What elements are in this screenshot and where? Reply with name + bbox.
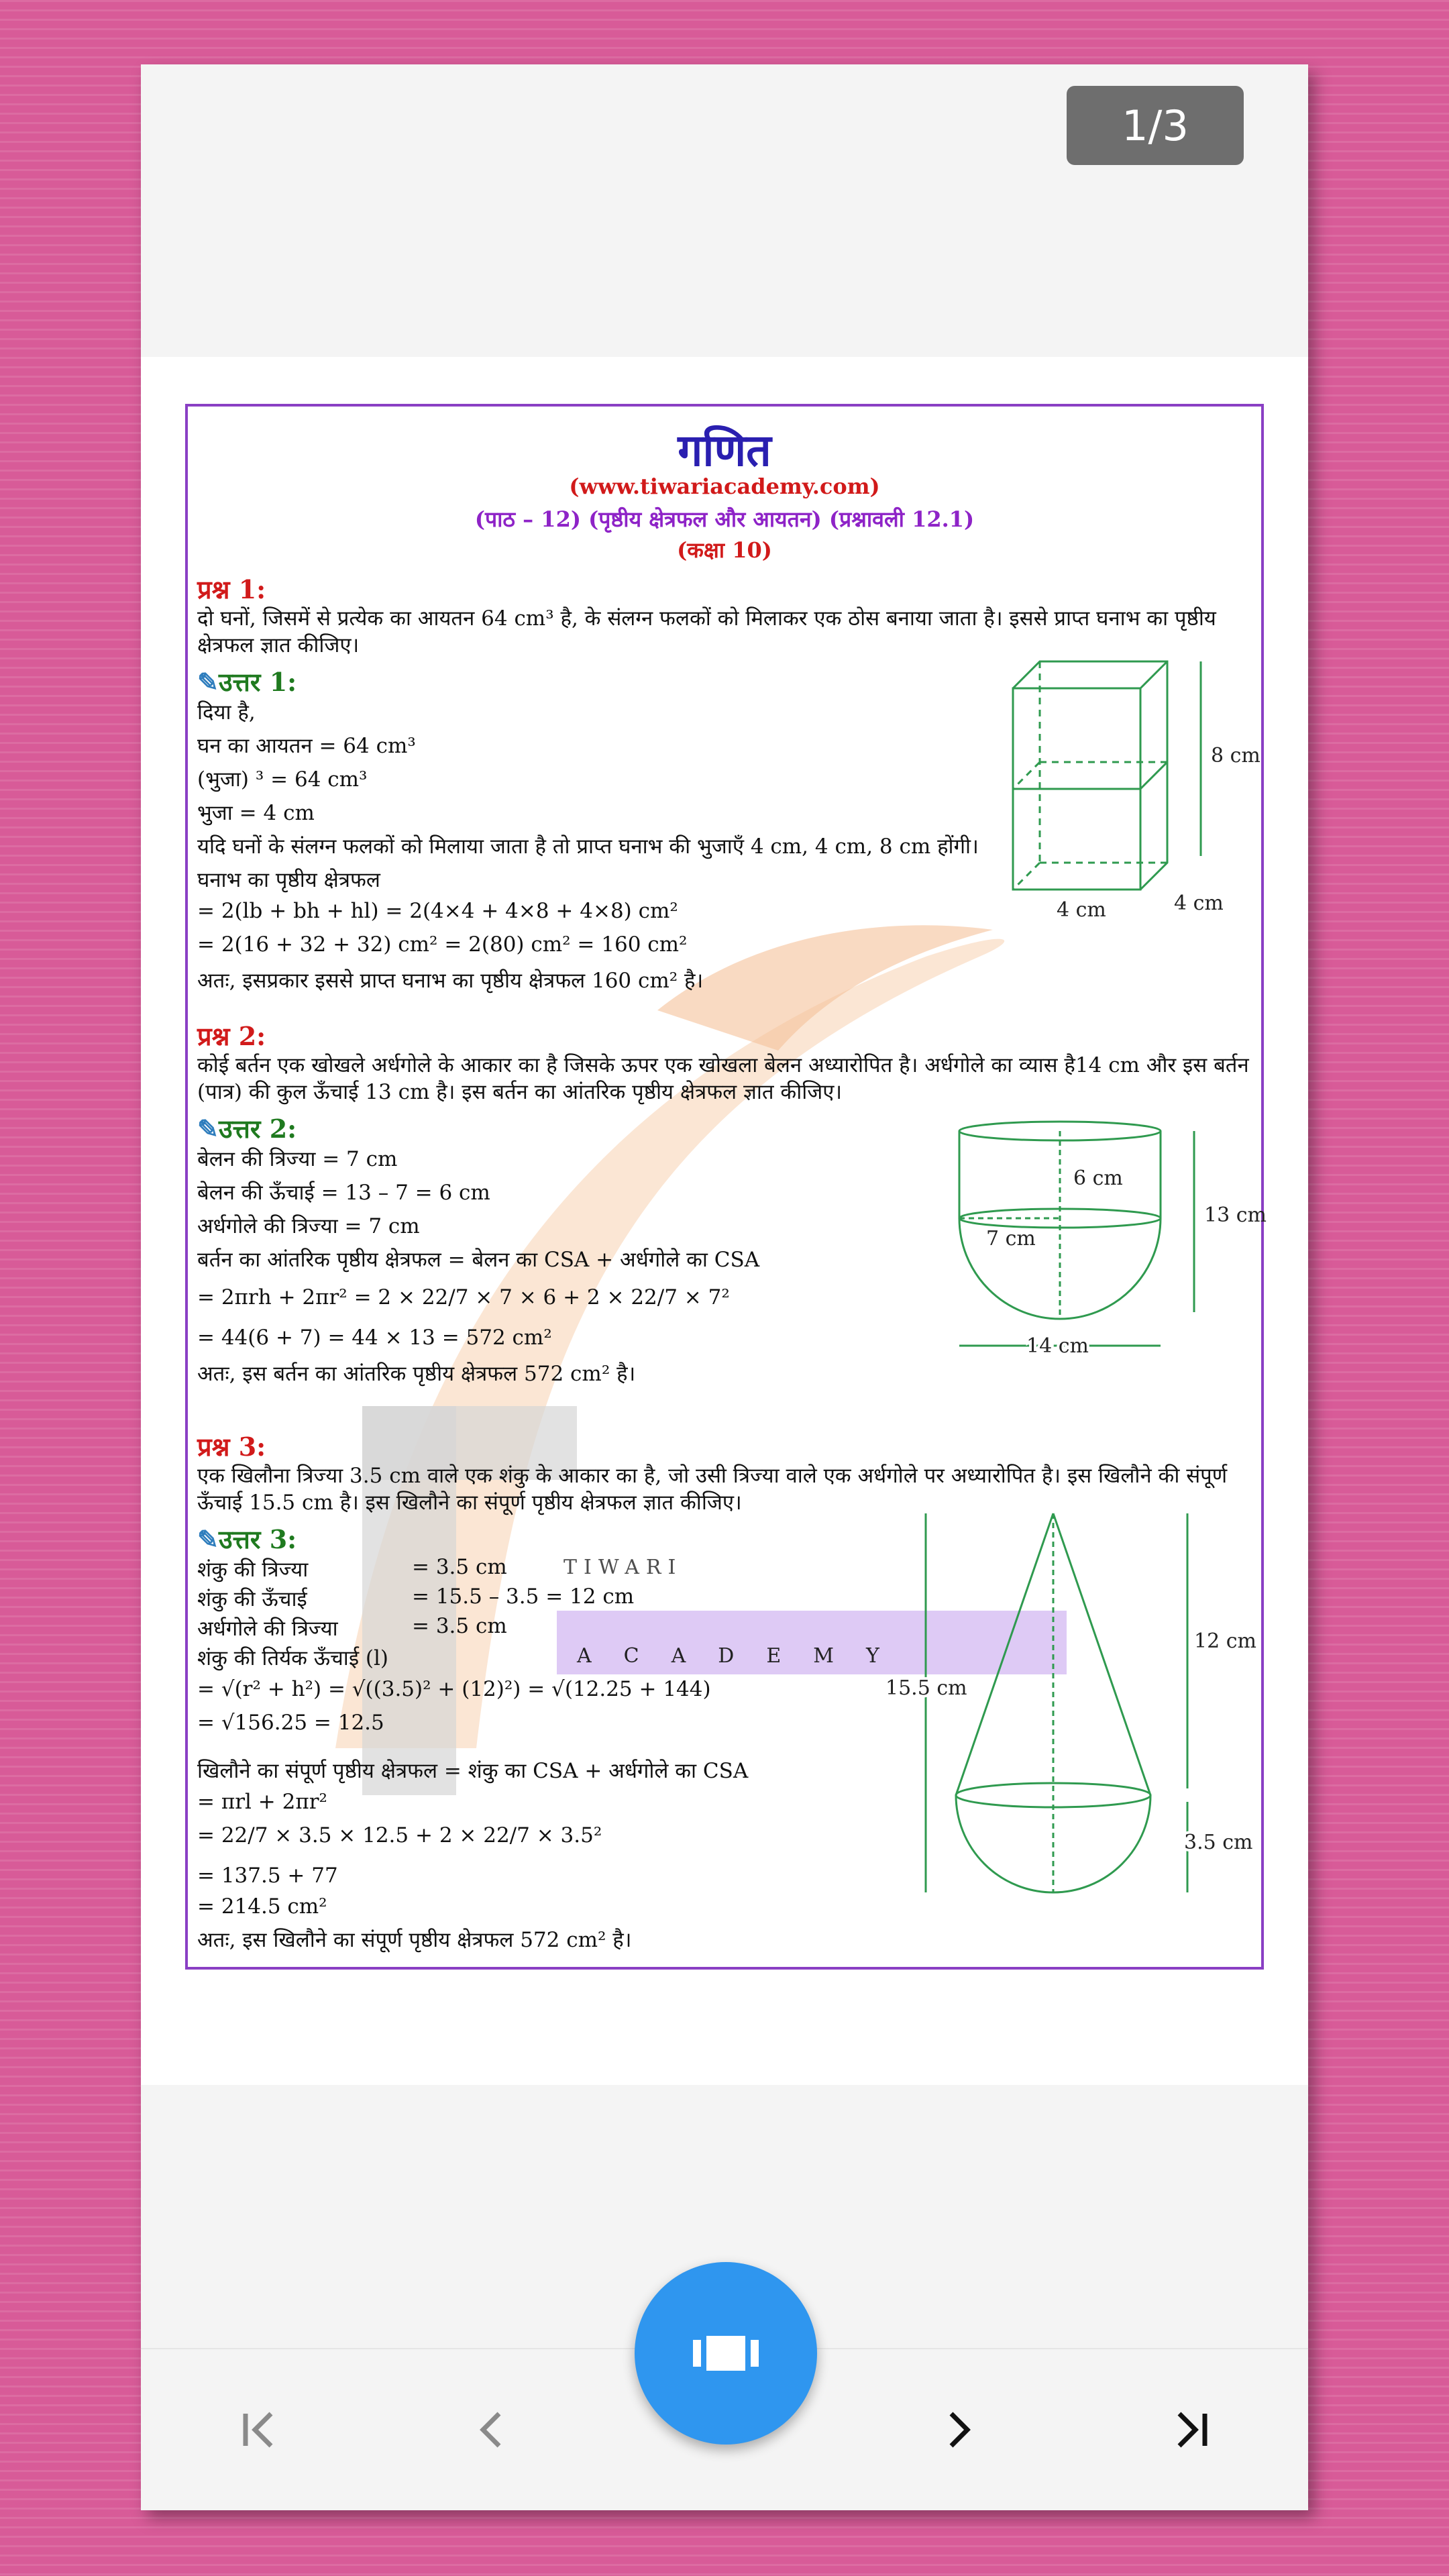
fig2-radius: 7 cm (986, 1227, 1036, 1250)
answer-3-row-value: = 3.5 cm (412, 1614, 507, 1638)
previous-page-icon (464, 2403, 518, 2457)
answer-1-line: घनाभ का पृष्ठीय क्षेत्रफल (197, 868, 380, 892)
answer-3-line: = 214.5 cm² (197, 1894, 327, 1919)
answer-1-line: दिया है, (197, 700, 256, 724)
first-page-icon (231, 2403, 284, 2457)
answer-1-line: (भुजा) ³ = 64 cm³ (197, 767, 368, 792)
document-content (188, 407, 1267, 1967)
view-mode-button[interactable] (635, 2262, 817, 2445)
answer-3-row-key: शंकु की ऊँचाई (197, 1587, 307, 1611)
fig2-diameter: 14 cm (1026, 1334, 1089, 1358)
class-heading: (कक्षा 10) (677, 537, 772, 563)
view-mode-icon (689, 2326, 763, 2380)
question-1-label: प्रश्न 1: (197, 574, 266, 604)
answer-1-line: = 2(lb + bh + hl) = 2(4×4 + 4×8 + 4×8) cm² (197, 899, 678, 923)
fig2-cylinder-height: 6 cm (1073, 1167, 1123, 1190)
fig1-depth-label: 4 cm (1174, 892, 1224, 915)
answer-2-line: = 2πrh + 2πr² = 2 × 22/7 × 7 × 6 + 2 × 22/7 × 7² (197, 1285, 730, 1309)
fig3-cone-height: 12 cm (1194, 1629, 1256, 1653)
answer-1-line: यदि घनों के संलग्न फलकों को मिलाया जाता है तो प्राप्त घनाभ की भुजाएँ 4 cm, 4 cm, 8 cm होंगी। (197, 835, 979, 859)
answer-2-line: बेलन की ऊँचाई = 13 – 7 = 6 cm (197, 1181, 490, 1205)
pen-icon: ✎ (197, 667, 219, 697)
cuboid-figure (1000, 655, 1260, 936)
answer-3-line: = √156.25 = 12.5 (197, 1711, 384, 1735)
cone-hemisphere-figure (885, 1507, 1261, 1949)
page-counter: 1/3 (1067, 86, 1244, 165)
bowl-figure (939, 1118, 1267, 1379)
answer-3-row-key: शंकु की त्रिज्या (197, 1558, 309, 1582)
answer-3-row-key: अर्धगोले की त्रिज्या (197, 1617, 338, 1641)
pdf-viewer (141, 64, 1308, 2510)
first-page-button[interactable] (217, 2390, 298, 2470)
question-2-text: कोई बर्तन एक खोखले अर्धगोले के आकार का है जिसके ऊपर एक खोखला बेलन अध्यारोपित है। अर्धगोले का व्यास है14 cm और इस बर्तन (पात्र) की कुल ऊँचाई 13 cm है। इस बर्तन का आंतरिक पृष्ठीय क्षेत्रफल ज्ञात कीजिए। (197, 1053, 1249, 1104)
answer-1-line: = 2(16 + 32 + 32) cm² = 2(80) cm² = 160 cm² (197, 932, 688, 957)
answer-3-line: = 22/7 × 3.5 × 12.5 + 2 × 22/7 × 3.5² (197, 1823, 602, 1847)
fig3-total-height: 15.5 cm (885, 1676, 967, 1700)
answer-3-line: खिलौने का संपूर्ण पृष्ठीय क्षेत्रफल = शंकु का CSA + अर्धगोले का CSA (197, 1759, 749, 1783)
answer-2-line: अतः, इस बर्तन का आंतरिक पृष्ठीय क्षेत्रफल 572 cm² है। (197, 1362, 636, 1386)
previous-page-button[interactable] (451, 2390, 531, 2470)
question-3-label: प्रश्न 3: (197, 1432, 266, 1462)
answer-3-line: शंकु की तिर्यक ऊँचाई (l) (197, 1646, 389, 1670)
answer-3-label: ✎उत्तर 3: (197, 1524, 297, 1554)
page-title: गणित (678, 424, 771, 476)
last-page-button[interactable] (1152, 2390, 1233, 2470)
next-page-button[interactable] (919, 2390, 1000, 2470)
answer-2-line: बेलन की त्रिज्या = 7 cm (197, 1147, 398, 1171)
chapter-heading: (पाठ – 12) (पृष्ठीय क्षेत्रफल और आयतन) (प्रश्नावली 12.1) (474, 506, 975, 532)
question-3-text: एक खिलौना त्रिज्या 3.5 cm वाले एक शंकु के आकार का है, जो उसी त्रिज्या वाले एक अर्धगोले पर अध्यारोपित है। इस खिलौने की संपूर्ण ऊँचाई 15.5 cm है। इस खिलौने का संपूर्ण पृष्ठीय क्षेत्रफल ज्ञात कीजिए। (197, 1464, 1228, 1515)
pdf-page[interactable] (141, 357, 1308, 2085)
watermark-sub: ACADEMY (577, 1644, 912, 1668)
answer-1-label: ✎उत्तर 1: (197, 667, 297, 697)
next-page-icon (932, 2403, 986, 2457)
question-1-text: दो घनों, जिसमें से प्रत्येक का आयतन 64 cm³ है, के संलग्न फलकों को मिलाकर एक ठोस बनाया जाता है। इससे प्राप्त घनाभ का पृष्ठीय क्षेत्रफल ज्ञात कीजिए। (197, 606, 1216, 657)
website-link[interactable]: (www.tiwariacademy.com) (569, 474, 880, 499)
fig2-total-height: 13 cm (1204, 1203, 1267, 1227)
pen-icon: ✎ (197, 1524, 219, 1554)
fig3-hemisphere-radius: 3.5 cm (1184, 1831, 1253, 1854)
watermark-brand: TIWARI (564, 1556, 683, 1579)
answer-2-line: = 44(6 + 7) = 44 × 13 = 572 cm² (197, 1326, 552, 1350)
question-2-label: प्रश्न 2: (197, 1021, 266, 1051)
answer-1-line: अतः, इसप्रकार इससे प्राप्त घनाभ का पृष्ठीय क्षेत्रफल 160 cm² है। (197, 969, 704, 993)
answer-3-row-value: = 15.5 – 3.5 = 12 cm (412, 1585, 635, 1609)
answer-3-line: = 137.5 + 77 (197, 1864, 338, 1888)
answer-3-line: = √(r² + h²) = √((3.5)² + (12)²) = √(12.25 + 144) (197, 1677, 711, 1701)
answer-2-line: अर्धगोले की त्रिज्या = 7 cm (197, 1214, 420, 1238)
last-page-icon (1166, 2403, 1220, 2457)
answer-3-line: = πrl + 2πr² (197, 1790, 327, 1814)
page-border (185, 404, 1267, 1970)
answer-1-line: घन का आयतन = 64 cm³ (197, 734, 416, 758)
answer-2-label: ✎उत्तर 2: (197, 1114, 297, 1144)
answer-3-line: अतः, इस खिलौने का संपूर्ण पृष्ठीय क्षेत्रफल 572 cm² है। (197, 1928, 632, 1952)
pen-icon: ✎ (197, 1114, 219, 1144)
answer-2-line: बर्तन का आंतरिक पृष्ठीय क्षेत्रफल = बेलन का CSA + अर्धगोले का CSA (197, 1248, 760, 1272)
answer-3-row-value: = 3.5 cm (412, 1555, 507, 1579)
fig1-width-label: 4 cm (1057, 898, 1106, 922)
fig1-height-label: 8 cm (1211, 744, 1260, 767)
answer-1-line: भुजा = 4 cm (197, 801, 315, 825)
